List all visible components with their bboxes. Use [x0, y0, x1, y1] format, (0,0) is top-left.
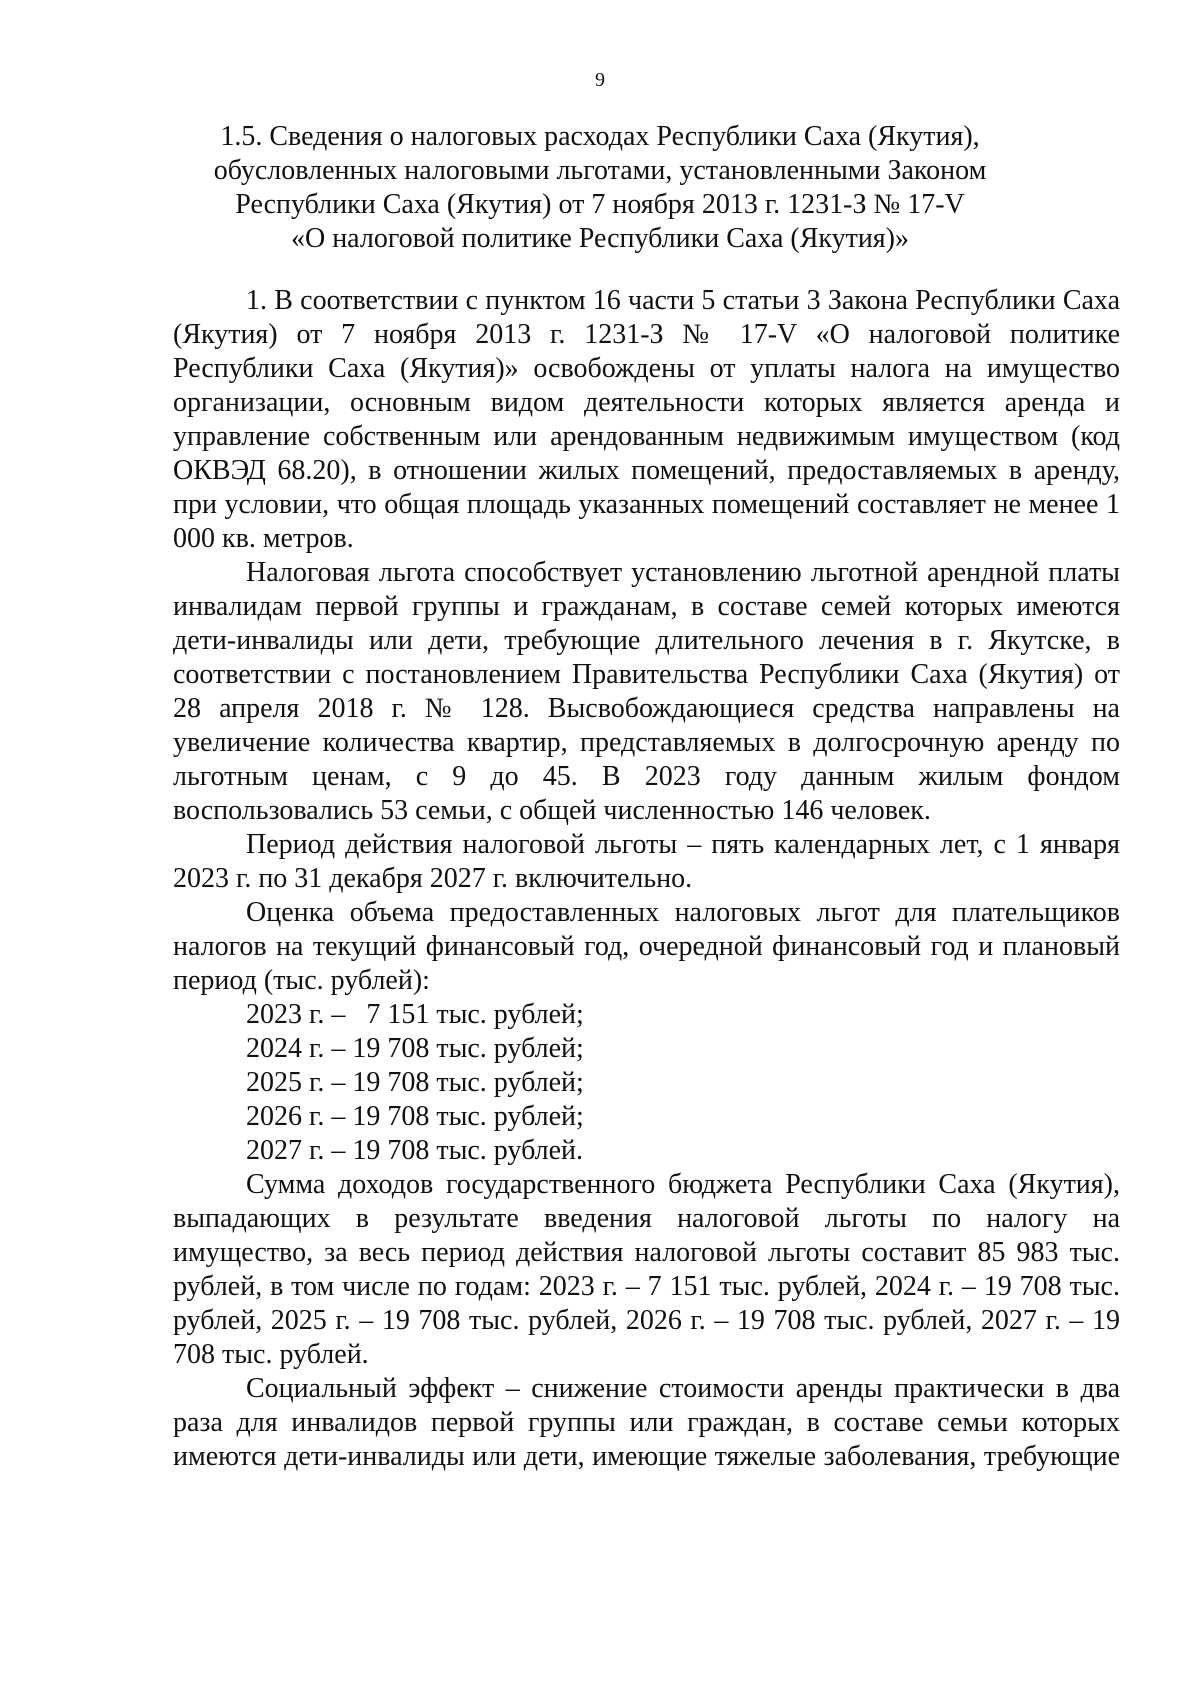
section-title-line: «О налоговой политике Республики Саха (Якутия)»: [290, 223, 910, 254]
paragraph-estimate-intro: Оценка объема предоставленных налоговых льгот для плательщиков налогов на текущий финансовый год, очередной финансовый год и плановый период (тыс. рублей):: [173, 897, 1120, 996]
estimate-year-item: 2025 г. – 19 708 тыс. рублей;: [246, 1067, 584, 1098]
section-title: [0, 120, 1200, 256]
paragraph-budget-loss: Сумма доходов государственного бюджета Республики Саха (Якутия), выпадающих в результате введения налоговой льготы по налогу на имущество, за весь период действия налоговой льготы составит 85 983 тыс. рублей, в том числе по годам: 2023 г. – 7 151 тыс. рублей, 2024 г. – 19 708 тыс. рублей, 2025 г. – 19 708 тыс. рублей, 2026 г. – 19 708 тыс. рублей, 2027 г. – 19 708 тыс. рублей.: [173, 1169, 1120, 1370]
paragraph-benefit-effect: Налоговая льгота способствует установлению льготной арендной платы инвалидам первой группы и гражданам, в составе семей которых имеются дети-инвалиды или дети, требующие длительного лечения в г. Якутске, в соответствии с постановлением Правительства Республики Саха (Якутия) от 28 апреля 2018 г. № 128. Высвобождающиеся средства направлены на увеличение количества квартир, представляемых в долгосрочную аренду по льготным ценам, с 9 до 45. В 2023 году данным жилым фондом воспользовались 53 семьи, с общей численностью 146 человек.: [173, 557, 1120, 826]
estimate-year-item: 2023 г. – 7 151 тыс. рублей;: [246, 999, 584, 1030]
section-title-line: обусловленных налоговыми льготами, установленными Законом: [213, 155, 987, 186]
paragraph-social-effect: Социальный эффект – снижение стоимости аренды практически в два раза для инвалидов первой группы или граждан, в составе семьи которых имеются дети-инвалиды или дети, имеющие тяжелые заболевания, требующие: [173, 1373, 1120, 1472]
estimate-year-item: 2027 г. – 19 708 тыс. рублей.: [246, 1135, 583, 1166]
estimate-year-list: [173, 998, 1120, 1168]
page-number: 9: [595, 69, 605, 91]
section-title-line: 1.5. Сведения о налоговых расходах Республики Саха (Якутия),: [220, 121, 980, 152]
document-body: [173, 284, 1120, 1474]
section-title-line: Республики Саха (Якутия) от 7 ноября 2013 г. 1231-З № 17-V: [235, 189, 965, 220]
estimate-year-item: 2024 г. – 19 708 тыс. рублей;: [246, 1033, 584, 1064]
estimate-year-item: 2026 г. – 19 708 тыс. рублей;: [246, 1101, 584, 1132]
paragraph-law-reference: 1. В соответствии с пунктом 16 части 5 статьи 3 Закона Республики Саха (Якутия) от 7 ноября 2013 г. 1231-З № 17-V «О налоговой политике Республики Саха (Якутия)» освобождены от уплаты налога на имущество организации, основным видом деятельности которых является аренда и управление собственным или арендованным недвижимым имуществом (код ОКВЭД 68.20), в отношении жилых помещений, предоставляемых в аренду, при условии, что общая площадь указанных помещений составляет не менее 1 000 кв. метров.: [173, 285, 1120, 554]
paragraph-benefit-period: Период действия налоговой льготы – пять календарных лет, с 1 января 2023 г. по 31 декабря 2027 г. включительно.: [173, 829, 1120, 894]
